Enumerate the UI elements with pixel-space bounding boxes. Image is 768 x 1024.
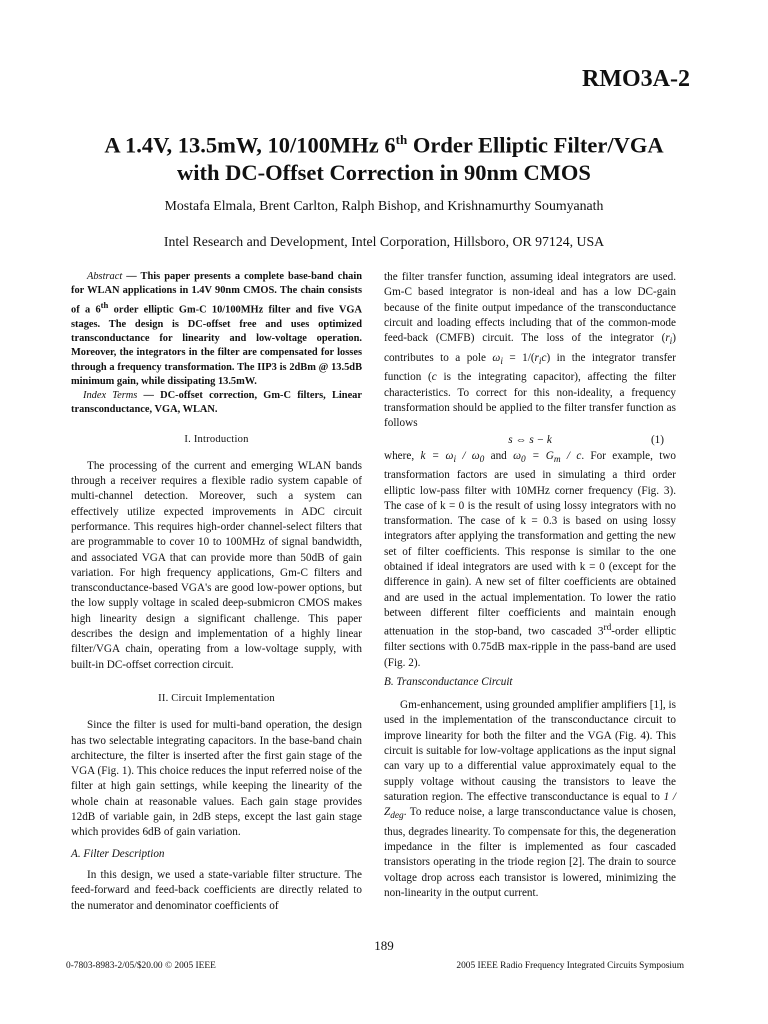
abstract bbox=[71, 270, 362, 389]
pole-r: r bbox=[534, 351, 539, 364]
abstract-label: Abstract bbox=[87, 271, 123, 282]
symbol-r: r bbox=[665, 332, 670, 345]
k-sub2: 0 bbox=[479, 454, 485, 465]
trans-text-2: . To reduce noise, a large transconductance value is chosen, thus, degrades linearity. To compensate for this, the degeneration impedance in the filter is implemented as four cascaded transistors operating in the triode region [2]. The drain to source voltage drop across each transistor is lowered, minimizing the non-linearity in the output current. bbox=[384, 806, 676, 899]
author-list: Mostafa Elmala, Brent Carlton, Ralph Bishop, and Krishnamurthy Soumyanath bbox=[164, 198, 604, 213]
k-expr: k = ω bbox=[420, 449, 454, 462]
title-line1: A 1.4V, 13.5mW, 10/100MHz 6 bbox=[104, 132, 396, 158]
w-eq: = G bbox=[525, 449, 554, 462]
where-text: where, bbox=[384, 449, 421, 462]
right-column bbox=[384, 270, 676, 901]
pole-close: ) bbox=[546, 351, 551, 364]
gm-sub: m bbox=[553, 454, 561, 465]
right-text-1: the filter transfer function, assuming ideal integrators are used. Gm-C based integrator is non-ideal and has a low DC-gain because of the finite output impedance of the transconductance circuit and loading effects including that of the common-mode feed-back (CMFB) circuit. The loss of the integrator ( bbox=[384, 271, 676, 345]
zdeg-expr: 1 / Z bbox=[384, 790, 677, 819]
pole-r-sub: i bbox=[538, 356, 542, 367]
section-heading-introduction: I. Introduction bbox=[184, 433, 249, 445]
title-line2: with DC-Offset Correction in 90nm CMOS bbox=[177, 159, 591, 185]
subsection-heading-transconductance: B. Transconductance Circuit bbox=[384, 675, 513, 688]
right-text-2: ) contributes to a pole bbox=[384, 332, 676, 364]
abstract-superscript: th bbox=[100, 300, 109, 311]
intro-paragraph: The processing of the current and emerging WLAN bands through a receiver requires a flexible radio system capable of multi-channel detection. Moreover, such a system can effectively utilize expected improvements in ADC circuit performance. This requires high-order channel-select filters that are programmable to cover 10 to 100MHz of signal bandwidth, and associated VGA that can provide more than 50dB of gain variation. For high frequency applications, Gm-C filters and transconductance-based VGA's are good low-power options, but the low supply voltage in scaled deep-submicron CMOS makes high linearity design a significant challenge. This paper describes the design and implementation of a highly linear filter/VGA chain, operating from a low-voltage supply, with built-in DC-offset correction circuit. bbox=[71, 459, 362, 671]
transformation-text-end: -order elliptic filter sections with 0.75dB max-ripple in the pass-band are used (Fig. 2). bbox=[384, 625, 676, 669]
symbol-c: c bbox=[431, 371, 437, 384]
index-terms-dash: — bbox=[137, 390, 161, 402]
transformation-paragraph bbox=[384, 449, 676, 671]
abstract-text-a: This paper presents a complete base-band chain for WLAN applications in 1.4V 90nm CMOS. The chain consists of a 6 bbox=[71, 271, 362, 316]
equation-1 bbox=[384, 433, 676, 448]
rd-superscript: rd bbox=[603, 623, 612, 634]
k-div: / ω bbox=[456, 449, 480, 462]
right-text-4: is the integrating capacitor), affecting the filter characteristics. To correct for this non-ideality, a frequency transformation should be applied to the filter transfer function as follows bbox=[384, 371, 676, 430]
k-sub1: i bbox=[453, 454, 457, 465]
w-c: / c bbox=[560, 449, 582, 462]
footer-copyright: 0-7803-8983-2/05/$20.00 © 2005 IEEE bbox=[66, 961, 216, 971]
abstract-dash: — bbox=[122, 271, 141, 282]
equation-1-body: s ⇔ s − k bbox=[508, 434, 552, 447]
trans-text-1: Gm-enhancement, using grounded amplifier amplifiers [1], is used in the implementation of the transconductance circuit to improve linearity for both the filter and the VGA (Fig. 4). This circuit is suitable for low-voltage applications as the input signal can vary up to a differential value approximately equal to the supply voltage without causing the transistors to leave the saturation region. The effective transconductance is equal to bbox=[384, 699, 676, 803]
affiliation: Intel Research and Development, Intel Corporation, Hillsboro, OR 97124, USA bbox=[163, 234, 605, 249]
w-sub: 0 bbox=[520, 454, 526, 465]
filter-paragraph-continued bbox=[384, 270, 676, 431]
filter-paragraph: In this design, we used a state-variable filter structure. The feed-forward and feed-back coefficients are directly related to the numerator and denominator coefficients of bbox=[71, 868, 362, 912]
subsection-heading-filter: A. Filter Description bbox=[71, 847, 165, 860]
paper-id: RMO3A-2 bbox=[582, 66, 690, 92]
section-heading-implementation: II. Circuit Implementation bbox=[158, 692, 275, 704]
pole-eq: = 1/( bbox=[502, 351, 535, 364]
equation-1-number: (1) bbox=[650, 434, 664, 447]
implementation-paragraph: Since the filter is used for multi-band operation, the design has two selectable integrating capacitors. In the base-band chain architecture, the filter is inserted after the first gain stage of the VGA (Fig. 1). This choice reduces the input referred noise of the filter at high gain settings, while keeping the linearity of the whole chain at reasonable values. Each gain stage provides 12dB of variable gain, in 2dB steps, except the last gain stage which provides 6dB of gain variation. bbox=[71, 719, 362, 839]
index-terms-text: DC-offset correction, Gm-C filters, Linear transconductance, VGA, WLAN. bbox=[71, 390, 362, 416]
paper-title bbox=[40, 126, 728, 186]
w-expr: ω bbox=[513, 449, 521, 462]
pole-c: c bbox=[541, 351, 547, 364]
page-number: 189 bbox=[374, 938, 394, 953]
symbol-r-sub: i bbox=[669, 337, 673, 348]
symbol-omega-sub: i bbox=[500, 356, 503, 367]
zdeg-sub: deg bbox=[390, 811, 404, 822]
abstract-text-b: order elliptic Gm-C 10/100MHz filter and five VGA stages. The design is DC-offset free and uses optimized transconductance for linearity and low-voltage operation. Moreover, the integrators in the filter are compensated for losses through a frequency transformation. The IIP3 is 2dBm @ 13.5dB minimum gain, while dissipating 13.5mW. bbox=[71, 304, 362, 387]
left-column bbox=[71, 270, 362, 914]
and-text: and bbox=[484, 449, 514, 462]
transconductance-paragraph bbox=[384, 698, 676, 901]
right-text-3: in the integrator transfer function ( bbox=[384, 351, 676, 384]
title-superscript: th bbox=[395, 132, 408, 147]
footer-conference: 2005 IEEE Radio Frequency Integrated Circuits Symposium bbox=[456, 961, 684, 971]
transformation-text: . For example, two transformation factors are used in simulating a third order elliptic low-pass filter with 10MHz corner frequency (Fig. 3). The case of k = 0 is the result of using lossy integrators with no transformation. The case of k = 0.3 is based on using lossy integrators after applying the transformation and getting the new set of filter coefficients. This response is similar to the one obtained if ideal integrators are used with k = 0 (except for the difference in gain). A new set of filter coefficients are obtained and are used in the actual implementation. To lower the ratio between different filter coefficients and maintain enough attenuation in the stop-band, two cascaded 3 bbox=[384, 449, 677, 638]
title-line1-end: Order Elliptic Filter/VGA bbox=[407, 132, 664, 158]
index-terms bbox=[71, 389, 362, 417]
symbol-omega: ω bbox=[492, 351, 501, 364]
index-terms-label: Index Terms bbox=[83, 390, 138, 402]
